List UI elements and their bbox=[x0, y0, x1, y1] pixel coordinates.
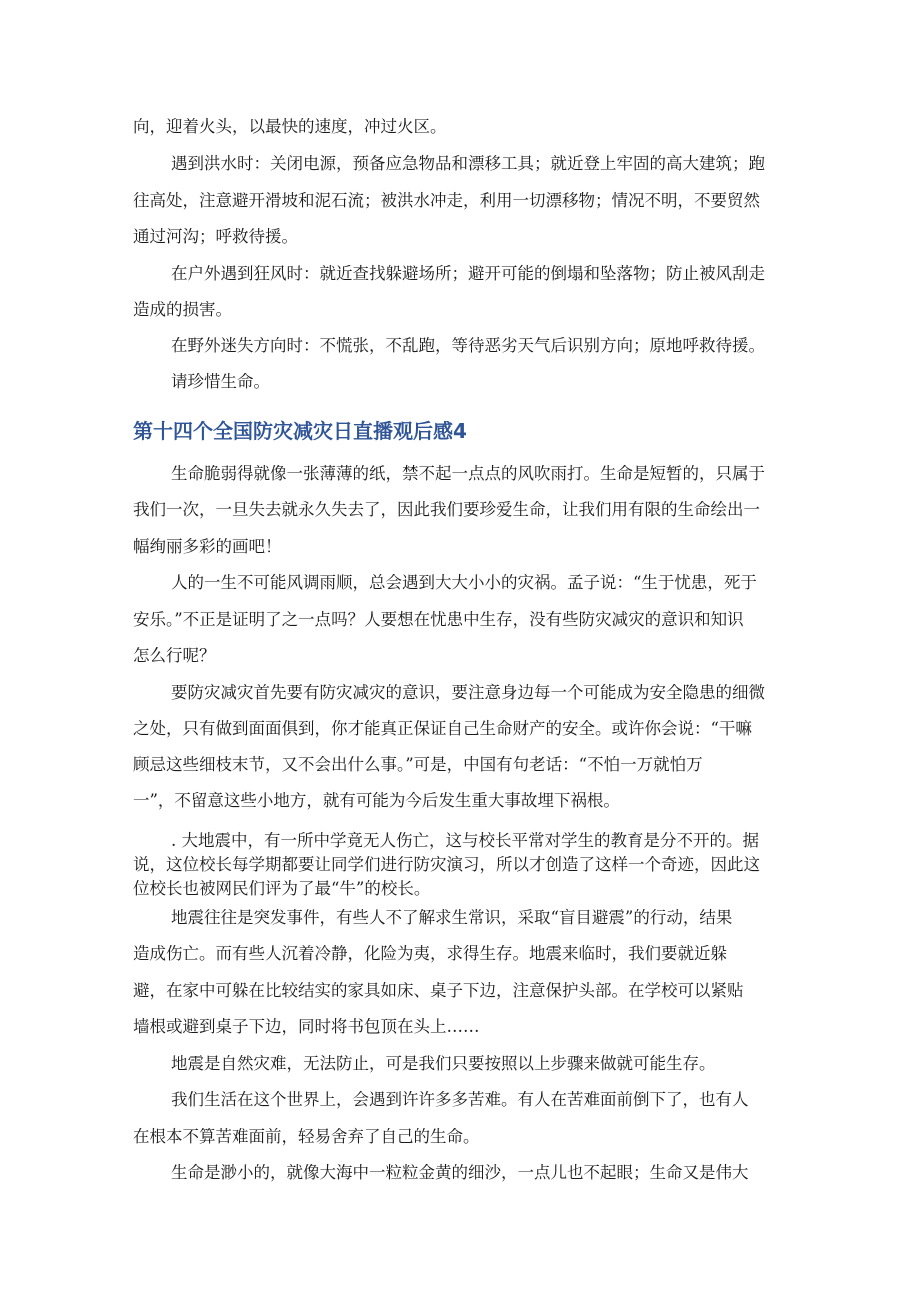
text-line: 通过河沟；呼救待援。 bbox=[133, 227, 298, 246]
text-line: 生命脆弱得就像一张薄薄的纸，禁不起一点点的风吹雨打。生命是短暂的，只属于 bbox=[171, 464, 765, 483]
text-line: 位校长也被网民们评为了最“牛”的校长。 bbox=[133, 879, 431, 898]
text-line: 之处，只有做到面面俱到，你才能真正保证自己生命财产的安全。或许你会说：“干嘛 bbox=[133, 719, 752, 738]
text-line: 在根本不算苦难面前，轻易舍弃了自己的生命。 bbox=[133, 1127, 480, 1146]
text-line: 幅绚丽多彩的画吧！ bbox=[133, 537, 282, 556]
text-line: 生命是渺小的，就像大海中一粒粒金黄的细沙，一点儿也不起眼；生命又是伟大 bbox=[171, 1163, 749, 1182]
text-line: 我们一次，一旦失去就永久失去了，因此我们要珍爱生命，让我们用有限的生命绘出一 bbox=[133, 500, 760, 519]
text-line: 避，在家中可躲在比较结实的家具如床、桌子下边，注意保护头部。在学校可以紧贴 bbox=[133, 981, 744, 1000]
text-line: 请珍惜生命。 bbox=[171, 372, 270, 391]
text-line: 人的一生不可能风调雨顺，总会遇到大大小小的灾祸。孟子说：“生于忧患，死于 bbox=[171, 573, 757, 592]
section-heading bbox=[133, 417, 467, 445]
text-line: 造成的损害。 bbox=[133, 300, 232, 319]
text-line: 安乐。”不正是证明了之一点吗？人要想在忧患中生存，没有些防灾减灾的意识和知识 bbox=[133, 610, 744, 629]
text-line: 说，这位校长每学期都要让同学们进行防灾演习，所以才创造了这样一个奇迹，因此这 bbox=[133, 855, 760, 874]
text-line: 一”，不留意这些小地方，就有可能为今后发生重大事故埋下祸根。 bbox=[133, 791, 620, 810]
text-line: 向，迎着火头，以最快的速度，冲过火区。 bbox=[133, 117, 447, 136]
text-line: 在野外迷失方向时：不慌张，不乱跑，等待恶劣天气后识别方向；原地呼救待援。 bbox=[171, 336, 765, 355]
text-line: 怎么行呢？ bbox=[133, 646, 216, 665]
text-line: 顾忌这些细枝末节，又不会出什么事。”可是，中国有句老话：“不怕一万就怕万 bbox=[133, 755, 703, 774]
text-line: 在户外遇到狂风时：就近查找躲避场所；避开可能的倒塌和坠落物；防止被风刮走 bbox=[171, 264, 765, 283]
text-line: 我们生活在这个世界上，会遇到许许多多苦难。有人在苦难面前倒下了，也有人 bbox=[171, 1090, 749, 1109]
heading-text: 第十四个全国防灾减灾日直播观后感 bbox=[133, 419, 453, 443]
text-line: 地震是自然灾难，无法防止，可是我们只要按照以上步骤来做就可能生存。 bbox=[171, 1054, 716, 1073]
text-line: . 大地震中，有一所中学竟无人伤亡，这与校长平常对学生的教育是分不开的。据 bbox=[171, 831, 759, 850]
heading-number: 4 bbox=[453, 419, 467, 443]
text-line: 墙根或避到桌子下边，同时将书包顶在头上…… bbox=[133, 1017, 480, 1036]
text-line: 遇到洪水时：关闭电源，预备应急物品和漂移工具；就近登上牢固的高大建筑；跑 bbox=[171, 154, 765, 173]
text-line: 地震往往是突发事件，有些人不了解求生常识，采取“盲目避震”的行动，结果 bbox=[171, 908, 733, 927]
text-line: 要防灾减灾首先要有防灾减灾的意识，要注意身边每一个可能成为安全隐患的细微 bbox=[171, 683, 765, 702]
text-line: 往高处，注意避开滑坡和泥石流；被洪水冲走，利用一切漂移物；情况不明，不要贸然 bbox=[133, 191, 760, 210]
text-line: 造成伤亡。而有些人沉着冷静，化险为夷，求得生存。地震来临时，我们要就近躲 bbox=[133, 944, 727, 963]
